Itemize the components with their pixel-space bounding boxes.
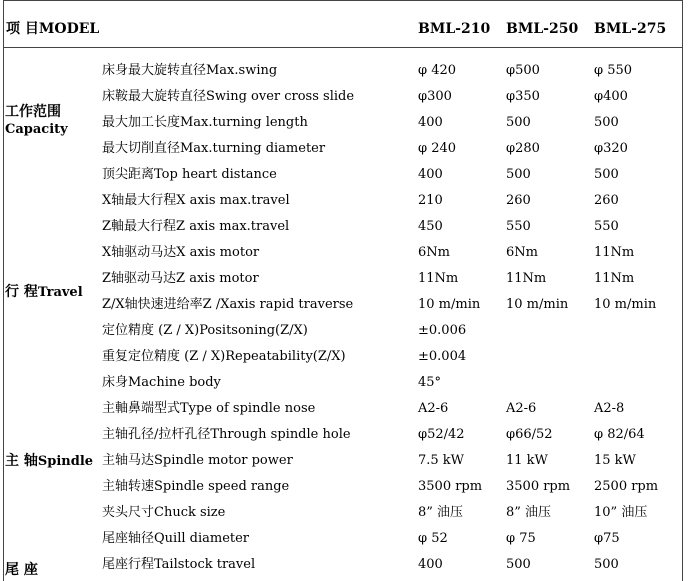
row-3-label: 最大加工长度Max.turning length (102, 115, 308, 130)
row-20-bml210: 400 (418, 557, 443, 572)
row-8-bml210: 6Nm (418, 245, 450, 260)
row-14-label: 主軸鼻端型式Type of spindle nose (102, 401, 316, 416)
row-15-bml250: φ66/52 (506, 427, 553, 442)
header-item-label: 项 目MODEL (6, 21, 100, 37)
row-20-bml250: 500 (506, 557, 531, 572)
category-travel (5, 283, 83, 302)
row-6-bml210: 210 (418, 193, 443, 208)
row-16-label: 主轴马达Spindle motor power (102, 453, 293, 468)
row-18-bml250: 8” 油压 (506, 505, 552, 520)
row-16-bml210: 7.5 kW (418, 453, 465, 468)
category-tailstock (5, 561, 38, 579)
header-model-3: BML-275 (594, 21, 667, 37)
row-9-label: Z轴驱动马达Z axis motor (102, 271, 259, 286)
category-spindle (5, 452, 93, 471)
category-capacity (5, 103, 68, 139)
table-top-border (3, 0, 683, 1)
category-capacity-en: Capacity (5, 122, 68, 137)
row-17-bml275: 2500 rpm (594, 479, 659, 494)
row-12-label: 重复定位精度 (Z / X)Repeatability(Z/X) (102, 349, 346, 364)
row-14-bml210: A2-6 (418, 401, 449, 416)
row-1-bml275: φ 550 (594, 63, 633, 78)
row-14-bml250: A2-6 (506, 401, 537, 416)
row-4-bml210: φ 240 (418, 141, 457, 156)
row-7-bml250: 550 (506, 219, 531, 234)
category-travel-cn: 行 程 (5, 284, 38, 300)
row-7-bml275: 550 (594, 219, 619, 234)
row-18-label: 夹头尺寸Chuck size (102, 505, 226, 520)
row-10-bml250: 10 m/min (506, 297, 569, 312)
row-8-bml250: 6Nm (506, 245, 538, 260)
row-19-label: 尾座轴径Quill diameter (102, 531, 250, 546)
row-6-bml275: 260 (594, 193, 619, 208)
row-19-bml210: φ 52 (418, 531, 448, 546)
row-10-label: Z/X轴快速进给率Z /Xaxis rapid traverse (102, 297, 354, 312)
row-20-label: 尾座行程Tailstock travel (102, 557, 256, 572)
header-model-1: BML-210 (418, 21, 491, 37)
header-model-2: BML-250 (506, 21, 579, 37)
row-9-bml275: 11Nm (594, 271, 635, 286)
row-13-bml210: 45° (418, 375, 442, 390)
row-15-label: 主轴孔径/拉杆孔径Through spindle hole (102, 427, 351, 442)
row-1-bml250: φ500 (506, 63, 540, 78)
row-7-label: Z軸最大行程Z axis max.travel (102, 219, 290, 234)
row-8-bml275: 11Nm (594, 245, 635, 260)
row-5-bml210: 400 (418, 167, 443, 182)
row-17-bml210: 3500 rpm (418, 479, 483, 494)
row-2-bml275: φ400 (594, 89, 628, 104)
row-19-bml275: φ75 (594, 531, 620, 546)
row-5-bml275: 500 (594, 167, 619, 182)
row-9-bml250: 11Nm (506, 271, 547, 286)
row-6-label: X轴最大行程X axis max.travel (102, 193, 290, 208)
row-3-bml210: 400 (418, 115, 443, 130)
row-8-label: X轴驱动马达X axis motor (102, 245, 260, 260)
row-2-label: 床鞍最大旋转直径Swing over cross slide (102, 89, 355, 104)
row-16-bml250: 11 kW (506, 453, 548, 468)
category-travel-en: Travel (37, 285, 83, 300)
row-5-label: 顶尖距离Top heart distance (102, 167, 277, 182)
row-13-label: 床身Machine body (102, 375, 221, 390)
row-5-bml250: 500 (506, 167, 531, 182)
row-18-bml210: 8” 油压 (418, 505, 464, 520)
row-2-bml250: φ350 (506, 89, 540, 104)
row-10-bml210: 10 m/min (418, 297, 481, 312)
row-15-bml210: φ52/42 (418, 427, 465, 442)
row-12-bml210: ±0.004 (418, 349, 467, 364)
row-14-bml275: A2-8 (594, 401, 625, 416)
row-4-bml275: φ320 (594, 141, 628, 156)
row-6-bml250: 260 (506, 193, 531, 208)
row-11-bml210: ±0.006 (418, 323, 467, 338)
row-17-label: 主轴转速Spindle speed range (102, 479, 290, 494)
row-1-label: 床身最大旋转直径Max.swing (102, 63, 278, 78)
header-divider (3, 47, 683, 48)
category-tailstock-cn: 尾 座 (5, 562, 38, 578)
row-18-bml275: 10” 油压 (594, 505, 648, 520)
row-4-bml250: φ280 (506, 141, 540, 156)
row-2-bml210: φ300 (418, 89, 452, 104)
row-19-bml250: φ 75 (506, 531, 536, 546)
row-4-label: 最大切削直径Max.turning diameter (102, 141, 326, 156)
row-7-bml210: 450 (418, 219, 443, 234)
row-9-bml210: 11Nm (418, 271, 459, 286)
row-3-bml250: 500 (506, 115, 531, 130)
category-spindle-cn: 主 轴 (5, 453, 38, 469)
row-20-bml275: 500 (594, 557, 619, 572)
row-16-bml275: 15 kW (594, 453, 636, 468)
row-11-label: 定位精度 (Z / X)Positsoning(Z/X) (102, 323, 308, 338)
row-17-bml250: 3500 rpm (506, 479, 571, 494)
category-spindle-en: Spindle (37, 454, 94, 469)
row-10-bml275: 10 m/min (594, 297, 657, 312)
row-15-bml275: φ 82/64 (594, 427, 645, 442)
category-capacity-cn: 工作范围 (5, 104, 61, 120)
row-3-bml275: 500 (594, 115, 619, 130)
row-1-bml210: φ 420 (418, 63, 457, 78)
